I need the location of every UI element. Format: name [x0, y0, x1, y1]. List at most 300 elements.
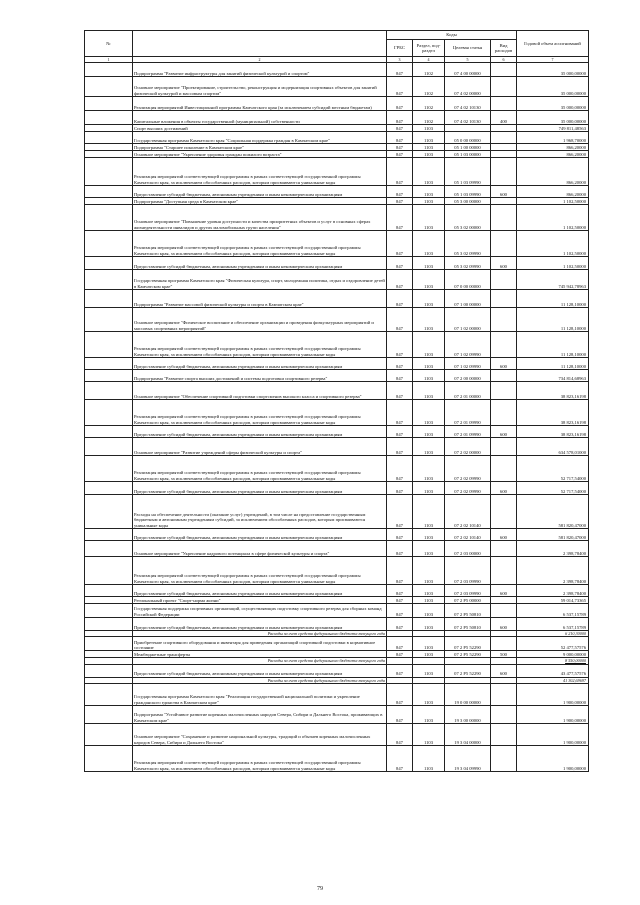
vid-cell: 600 [491, 426, 517, 438]
statya-cell: 07 2 02 00000 [445, 438, 491, 456]
header-amount: Годовой объем ассигнований [517, 31, 589, 57]
statya-cell: 07 2 P5 52290 [445, 637, 491, 651]
amount-cell: 52 717,54000 [517, 456, 589, 482]
number-cell [85, 541, 133, 557]
name-cell: Подпрограмма "Доступная среда в Камчатском крае" [133, 198, 387, 205]
grbs-cell: 847 [387, 97, 413, 111]
vid-cell: 600 [491, 529, 517, 541]
amount-cell: 6 537,15789 [517, 604, 589, 618]
statya-cell: 07 2 03 00000 [445, 541, 491, 557]
table-row [85, 151, 589, 158]
statya-cell: 07 2 01 09990 [445, 426, 491, 438]
header-number: № [85, 31, 133, 57]
colnum: 6 [491, 57, 517, 63]
grbs-cell: 847 [387, 585, 413, 597]
header-codes: Коды [387, 31, 517, 40]
statya-cell: 07 4 02 10130 [445, 111, 491, 125]
name-cell: Основное мероприятие "Укрепление кадрового потенциала в сфере физической культуры и спорта" [133, 541, 387, 557]
grbs-cell: 847 [387, 151, 413, 158]
razdel-cell: 1103 [413, 557, 445, 585]
statya-cell: 05 3 02 09990 [445, 231, 491, 257]
razdel-cell: 1103 [413, 495, 445, 529]
vid-cell [491, 745, 517, 771]
vid-cell [491, 400, 517, 426]
amount-cell: 2 398,78400 [517, 541, 589, 557]
statya-cell: 05 1 03 00000 [445, 151, 491, 158]
table-row [85, 308, 589, 332]
grbs-cell: 847 [387, 358, 413, 370]
number-cell [85, 97, 133, 111]
table-row [85, 370, 589, 382]
vid-cell [491, 438, 517, 456]
amount-cell: 581 820,47000 [517, 495, 589, 529]
amount-cell: 38 823,16198 [517, 400, 589, 426]
amount-cell: 749 811,48563 [517, 125, 589, 132]
name-cell: Предоставление субсидий бюджетным, автономным учреждениям и иным некоммерческим организациям [133, 257, 387, 270]
header-name [133, 31, 387, 57]
vid-cell [491, 705, 517, 723]
vid-cell [491, 637, 517, 651]
grbs-cell: 847 [387, 111, 413, 125]
amount-cell: 1 102,50000 [517, 257, 589, 270]
number-cell [85, 705, 133, 723]
statya-cell: 07 2 P5 50810 [445, 604, 491, 618]
amount-cell: 866,20000 [517, 144, 589, 151]
number-cell [85, 290, 133, 308]
grbs-cell: 847 [387, 270, 413, 290]
number-cell [85, 604, 133, 618]
grbs-cell: 847 [387, 132, 413, 144]
name-cell: Основное мероприятие "Обеспечение спортивной подготовки спортсменов высокого класса и спортивного резерва" [133, 382, 387, 400]
page-number: 79 [317, 886, 323, 892]
name-cell: Реализация мероприятий соответствующей подпрограммы в рамках соответствующей государственной программы Камчатского края, за исключением обособленных расходов, которым присваиваются уникальные коды [133, 400, 387, 426]
razdel-cell: 1103 [413, 125, 445, 132]
razdel-cell: 1103 [413, 308, 445, 332]
razdel-cell: 1103 [413, 438, 445, 456]
amount-cell: 734 814,68963 [517, 370, 589, 382]
statya-cell [445, 125, 491, 132]
amount-cell: 866,20000 [517, 186, 589, 198]
statya-cell: 07 2 P5 00000 [445, 597, 491, 604]
amount-cell: 1 102,50000 [517, 205, 589, 231]
table-row [85, 651, 589, 658]
number-cell [85, 63, 133, 77]
grbs-cell: 847 [387, 495, 413, 529]
amount-cell: 1 968,70000 [517, 132, 589, 144]
statya-cell: 07 2 02 09990 [445, 456, 491, 482]
table-body [85, 63, 589, 772]
amount-cell: 35 000,00000 [517, 97, 589, 111]
amount-cell: 35 000,00000 [517, 111, 589, 125]
vid-cell [491, 63, 517, 77]
amount-cell: 581 820,47000 [517, 529, 589, 541]
name-cell: Основное мероприятие "Сохранение и развитие национальной культуры, традиций и обычаев коренных малочисленных народов Севера, Сибири и Дальнего Востока" [133, 723, 387, 745]
statya-cell: 05 0 00 00000 [445, 132, 491, 144]
number-cell [85, 585, 133, 597]
razdel-cell: 1103 [413, 456, 445, 482]
number-cell [85, 618, 133, 631]
table-row [85, 111, 589, 125]
table-row [85, 97, 589, 111]
grbs-cell: 847 [387, 125, 413, 132]
table-row [85, 723, 589, 745]
name-cell: Предоставление субсидий бюджетным, автономным учреждениям и иным некоммерческим организациям [133, 664, 387, 677]
note-text: Расходы за счет средств федерального бюджета текущего года [133, 658, 387, 664]
amount-cell: 1 102,50000 [517, 231, 589, 257]
table-row [85, 125, 589, 132]
number-cell [85, 308, 133, 332]
vid-cell [491, 604, 517, 618]
statya-cell: 07 2 03 09990 [445, 585, 491, 597]
razdel-cell: 1103 [413, 618, 445, 631]
table-row [85, 426, 589, 438]
number-cell [85, 186, 133, 198]
table-row [85, 231, 589, 257]
grbs-cell: 847 [387, 231, 413, 257]
header-vid: Вид расходов [491, 40, 517, 57]
table-row [85, 144, 589, 151]
vid-cell [491, 597, 517, 604]
statya-cell: 07 2 02 10140 [445, 495, 491, 529]
name-cell: Государственная поддержка спортивных организаций, осуществляющих подготовку спортивного резерва для сборных команд Российской Федерации [133, 604, 387, 618]
table-row [85, 495, 589, 529]
table-row [85, 186, 589, 198]
amount-cell: 52 477,57576 [517, 637, 589, 651]
table-row [85, 270, 589, 290]
name-cell: Предоставление субсидий бюджетным, автономным учреждениям и иным некоммерческим организациям [133, 482, 387, 495]
grbs-cell: 847 [387, 63, 413, 77]
vid-cell [491, 231, 517, 257]
number-cell [85, 637, 133, 651]
number-cell [85, 557, 133, 585]
table-row [85, 604, 589, 618]
name-cell: Предоставление субсидий бюджетным, автономным учреждениям и иным некоммерческим организациям [133, 529, 387, 541]
amount-cell: 11 128,10000 [517, 358, 589, 370]
table-row [85, 132, 589, 144]
name-cell: Подпрограмма "Развитие инфраструктуры для занятий физической культурой и спортом" [133, 63, 387, 77]
amount-cell: 634 578,01000 [517, 438, 589, 456]
colnum: 2 [133, 57, 387, 63]
number-cell [85, 651, 133, 658]
amount-cell: 866,20000 [517, 158, 589, 186]
table-row [85, 705, 589, 723]
statya-cell: 07 2 03 09990 [445, 557, 491, 585]
table-row [85, 745, 589, 771]
name-cell: Государственная программа Камчатского края "Реализация государственной национальной политики и укрепление гражданского единства в Камчатском крае" [133, 683, 387, 705]
razdel-cell: 1103 [413, 400, 445, 426]
statya-cell: 07 4 02 00000 [445, 77, 491, 97]
grbs-cell: 847 [387, 257, 413, 270]
statya-cell: 07 2 P5 52290 [445, 651, 491, 658]
name-cell: Реализация мероприятий соответствующей подпрограммы в рамках соответствующей государственной программы Камчатского края, за исключением обособленных расходов, которым присваиваются уникальные коды [133, 745, 387, 771]
amount-cell: 38 823,16198 [517, 382, 589, 400]
razdel-cell: 1103 [413, 651, 445, 658]
statya-cell: 07 2 02 10140 [445, 529, 491, 541]
statya-cell: 19 3 00 00000 [445, 705, 491, 723]
vid-cell [491, 382, 517, 400]
table-row [85, 597, 589, 604]
name-cell: Реализация мероприятий соответствующей подпрограммы в рамках соответствующей государственной программы Камчатского края, за исключением обособленных расходов, которым присваиваются уникальные коды [133, 332, 387, 358]
grbs-cell: 847 [387, 745, 413, 771]
number-cell [85, 231, 133, 257]
number-cell [85, 205, 133, 231]
grbs-cell: 847 [387, 723, 413, 745]
vid-cell [491, 290, 517, 308]
name-cell: Основное мероприятие "Развитие учреждений сферы физической культуры и спорта" [133, 438, 387, 456]
note-text: Расходы за счет средств федерального бюджета текущего года [133, 631, 387, 637]
table-row [85, 358, 589, 370]
grbs-cell: 847 [387, 144, 413, 151]
number-cell [85, 198, 133, 205]
statya-cell: 05 3 02 00000 [445, 205, 491, 231]
colnum: 1 [85, 57, 133, 63]
vid-cell [491, 541, 517, 557]
statya-cell: 07 2 P5 52290 [445, 664, 491, 677]
amount-cell: 1 900,00000 [517, 723, 589, 745]
grbs-cell: 847 [387, 557, 413, 585]
number-cell [85, 482, 133, 495]
table-row [85, 683, 589, 705]
amount-cell: 1 900,00000 [517, 705, 589, 723]
name-cell: Предоставление субсидий бюджетным, автономным учреждениям и иным некоммерческим организациям [133, 618, 387, 631]
name-cell: Основное мероприятие "Повышение уровня доступности и качества приоритетных объектов и услуг в основных сферах жизнедеятельности инвалидов и других маломобильных групп населения" [133, 205, 387, 231]
grbs-cell: 847 [387, 332, 413, 358]
number-cell [85, 683, 133, 705]
number-cell [85, 400, 133, 426]
amount-cell: 52 717,54000 [517, 482, 589, 495]
grbs-cell: 847 [387, 482, 413, 495]
name-cell: Предоставление субсидий бюджетным, автономным учреждениям и иным некоммерческим организациям [133, 426, 387, 438]
statya-cell: 07 1 02 09990 [445, 332, 491, 358]
note-amount: 6 210,30000 [517, 631, 589, 637]
vid-cell [491, 270, 517, 290]
grbs-cell: 847 [387, 597, 413, 604]
statya-cell: 07 0 00 00000 [445, 270, 491, 290]
amount-cell: 745 942,78963 [517, 270, 589, 290]
number-cell [85, 132, 133, 144]
name-cell: Региональный проект "Спорт-норма жизни" [133, 597, 387, 604]
razdel-cell: 1103 [413, 529, 445, 541]
table-row [85, 382, 589, 400]
razdel-cell: 1103 [413, 270, 445, 290]
statya-cell: 07 2 P5 50810 [445, 618, 491, 631]
grbs-cell: 847 [387, 400, 413, 426]
grbs-cell: 847 [387, 308, 413, 332]
vid-cell [491, 308, 517, 332]
vid-cell [491, 198, 517, 205]
statya-cell: 05 3 00 00000 [445, 198, 491, 205]
name-cell: Основное мероприятие "Проектирование, строительство, реконструкция и модернизация спортивных объектов для занятий физической культурой и массовым спортом" [133, 77, 387, 97]
name-cell: Реализация мероприятий Инвестиционной программы Камчатского края (за исключением субсидий местным бюджетам) [133, 97, 387, 111]
razdel-cell: 1103 [413, 382, 445, 400]
vid-cell: 600 [491, 358, 517, 370]
colnum: 4 [413, 57, 445, 63]
number-cell [85, 723, 133, 745]
grbs-cell: 847 [387, 438, 413, 456]
table-row [85, 585, 589, 597]
number-cell [85, 426, 133, 438]
table-row [85, 664, 589, 677]
vid-cell: 400 [491, 111, 517, 125]
name-cell: Приобретение спортивного оборудования и инвентаря для приведения организаций спортивной подготовки в нормативное состояние [133, 637, 387, 651]
colnum: 3 [387, 57, 413, 63]
name-cell: Основное мероприятие "Физическое воспитание и обеспечение организации и проведения физкультурных мероприятий и массовых спортивных мероприятий" [133, 308, 387, 332]
amount-cell: 11 128,10000 [517, 308, 589, 332]
razdel-cell: 1103 [413, 144, 445, 151]
grbs-cell: 847 [387, 618, 413, 631]
table-row [85, 482, 589, 495]
amount-cell: 1 102,50000 [517, 198, 589, 205]
colnum: 7 [517, 57, 589, 63]
grbs-cell: 847 [387, 541, 413, 557]
grbs-cell: 847 [387, 604, 413, 618]
vid-cell: 500 [491, 651, 517, 658]
vid-cell [491, 158, 517, 186]
statya-cell: 07 1 02 00000 [445, 308, 491, 332]
number-cell [85, 144, 133, 151]
name-cell: Государственная программа Камчатского края "Социальная поддержка граждан в Камчатском крае" [133, 132, 387, 144]
amount-cell: 38 823,16198 [517, 426, 589, 438]
name-cell: Капитальные вложения в объекты государственной (муниципальной) собственности [133, 111, 387, 125]
amount-cell: 9 000,00000 [517, 651, 589, 658]
amount-cell: 866,20000 [517, 151, 589, 158]
razdel-cell: 1102 [413, 77, 445, 97]
statya-cell: 07 2 01 09990 [445, 400, 491, 426]
razdel-cell: 1103 [413, 604, 445, 618]
vid-cell [491, 77, 517, 97]
note-text: Расходы за счет средств федерального бюджета текущего года [133, 677, 387, 683]
razdel-cell: 1103 [413, 585, 445, 597]
statya-cell: 07 2 00 00000 [445, 370, 491, 382]
number-cell [85, 438, 133, 456]
grbs-cell: 847 [387, 426, 413, 438]
table-row [85, 438, 589, 456]
table-row [85, 637, 589, 651]
grbs-cell: 847 [387, 158, 413, 186]
razdel-cell: 1103 [413, 683, 445, 705]
grbs-cell: 847 [387, 683, 413, 705]
name-cell: Реализация мероприятий соответствующей подпрограммы в рамках соответствующей государственной программы Камчатского края, за исключением обособленных расходов, которым присваиваются уникальные коды [133, 456, 387, 482]
grbs-cell: 847 [387, 290, 413, 308]
razdel-cell: 1102 [413, 63, 445, 77]
razdel-cell: 1103 [413, 186, 445, 198]
table-row [85, 400, 589, 426]
number-cell [85, 111, 133, 125]
razdel-cell: 1103 [413, 257, 445, 270]
number-cell [85, 529, 133, 541]
table-row [85, 158, 589, 186]
grbs-cell: 847 [387, 205, 413, 231]
vid-cell [491, 456, 517, 482]
vid-cell [491, 151, 517, 158]
amount-cell: 59 014,73365 [517, 597, 589, 604]
vid-cell: 600 [491, 482, 517, 495]
statya-cell: 19 3 04 09990 [445, 745, 491, 771]
table-row [85, 63, 589, 77]
vid-cell [491, 683, 517, 705]
grbs-cell: 847 [387, 370, 413, 382]
grbs-cell: 847 [387, 637, 413, 651]
vid-cell [491, 132, 517, 144]
razdel-cell: 1103 [413, 541, 445, 557]
vid-cell [491, 97, 517, 111]
budget-table-sheet [84, 30, 588, 772]
table-header [85, 31, 589, 63]
amount-cell: 6 537,15789 [517, 618, 589, 631]
table-row [85, 290, 589, 308]
amount-cell: 1 900,00000 [517, 745, 589, 771]
amount-cell: 11 128,10000 [517, 290, 589, 308]
vid-cell: 600 [491, 618, 517, 631]
razdel-cell: 1103 [413, 482, 445, 495]
name-cell: Подпрограмма "Развитие спорта высших достижений и системы подготовки спортивного резерва" [133, 370, 387, 382]
vid-cell [491, 144, 517, 151]
vid-cell [491, 723, 517, 745]
number-cell [85, 158, 133, 186]
grbs-cell: 847 [387, 705, 413, 723]
number-cell [85, 270, 133, 290]
name-cell: Основное мероприятие "Укрепление здоровья граждан пожилого возраста" [133, 151, 387, 158]
vid-cell [491, 495, 517, 529]
vid-cell [491, 370, 517, 382]
note-amount: 8 550,00000 [517, 658, 589, 664]
vid-cell [491, 125, 517, 132]
razdel-cell: 1103 [413, 597, 445, 604]
amount-cell: 1 900,00000 [517, 683, 589, 705]
statya-cell: 07 2 01 00000 [445, 382, 491, 400]
table-row [85, 198, 589, 205]
statya-cell: 07 1 02 09990 [445, 358, 491, 370]
razdel-cell: 1103 [413, 158, 445, 186]
name-cell: Расходы на обеспечение деятельности (оказание услуг) учреждений, в том числе на предоставление государственным бюджетным и автономным учреждениям субсидий, за исключением обособленных расходов, которым присваиваются уникальные коды [133, 495, 387, 529]
number-cell [85, 495, 133, 529]
statya-cell: 07 4 00 00000 [445, 63, 491, 77]
razdel-cell: 1103 [413, 132, 445, 144]
vid-cell: 600 [491, 257, 517, 270]
vid-cell: 600 [491, 585, 517, 597]
name-cell: Межбюджетные трансферты [133, 651, 387, 658]
table-row [85, 257, 589, 270]
razdel-cell: 1103 [413, 332, 445, 358]
name-cell: Реализация мероприятий соответствующей подпрограммы в рамках соответствующей государственной программы Камчатского края, за исключением обособленных расходов, которым присваиваются уникальные коды [133, 158, 387, 186]
razdel-cell: 1103 [413, 231, 445, 257]
number-cell [85, 456, 133, 482]
grbs-cell: 847 [387, 456, 413, 482]
number-cell [85, 77, 133, 97]
name-cell: Предоставление субсидий бюджетным, автономным учреждениям и иным некоммерческим организациям [133, 585, 387, 597]
amount-cell: 35 000,00000 [517, 77, 589, 97]
table-row [85, 77, 589, 97]
number-cell [85, 382, 133, 400]
number-cell [85, 370, 133, 382]
colnum: 5 [445, 57, 491, 63]
number-cell [85, 745, 133, 771]
grbs-cell: 847 [387, 664, 413, 677]
razdel-cell: 1103 [413, 205, 445, 231]
number-cell [85, 358, 133, 370]
note-amount: 41 302,69697 [517, 677, 589, 683]
razdel-cell: 1103 [413, 637, 445, 651]
name-cell: Подпрограмма "Устойчивое развитие коренных малочисленных народов Севера, Сибири и Дальнего Востока, проживающих в Камчатском крае" [133, 705, 387, 723]
vid-cell [491, 332, 517, 358]
amount-cell: 2 398,78400 [517, 557, 589, 585]
grbs-cell: 847 [387, 651, 413, 658]
razdel-cell: 1103 [413, 198, 445, 205]
name-cell: Предоставление субсидий бюджетным, автономным учреждениям и иным некоммерческим организациям [133, 358, 387, 370]
grbs-cell: 847 [387, 529, 413, 541]
vid-cell: 600 [491, 664, 517, 677]
razdel-cell: 1103 [413, 370, 445, 382]
